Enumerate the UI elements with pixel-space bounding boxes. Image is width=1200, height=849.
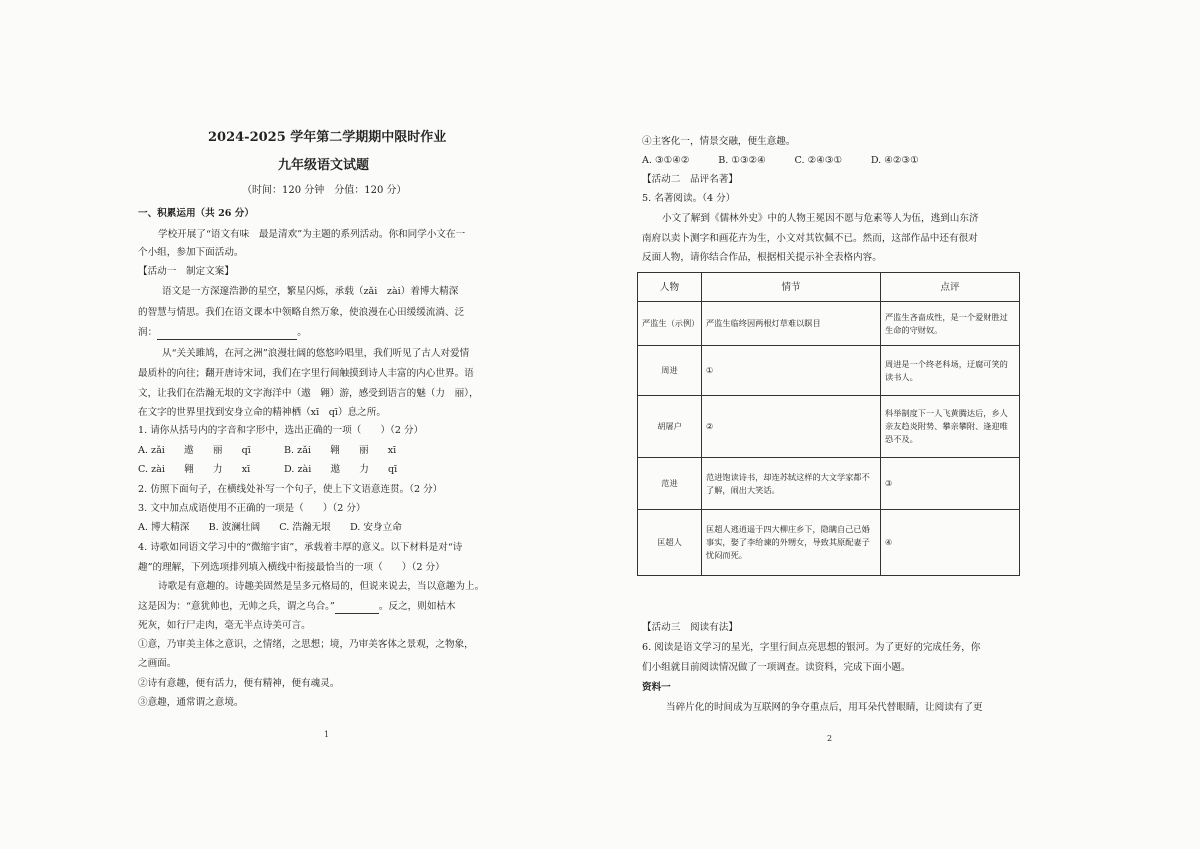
header-character: 人物 bbox=[638, 273, 702, 302]
q4-item-2: ②诗有意趣，便有活力，便有精神，便有魂灵。 bbox=[138, 678, 340, 689]
q5-text-line-3: 反面人物，请你结合作品，根据相关提示补全表格内容。 bbox=[642, 252, 882, 263]
question-4-line-1: 4. 诗歌如同语文学习中的“微缩宇宙”，承载着丰厚的意义。以下材料是对“诗 bbox=[138, 542, 463, 553]
cell-comment: 周进是一个终老科场，迂腐可笑的读书人。 bbox=[881, 346, 1020, 396]
q4-passage-line-2: 这是因为：“意犹帅也，无帅之兵，谓之乌合。” 。反之，则如枯木 bbox=[138, 601, 456, 612]
cell-character: 匡超人 bbox=[638, 510, 702, 576]
cell-comment-blank[interactable]: ④ bbox=[881, 510, 1020, 576]
character-table bbox=[637, 272, 1020, 576]
table-row bbox=[638, 346, 1020, 396]
header-comment: 点评 bbox=[881, 273, 1020, 302]
paragraph-2-line-4: 在文字的世界里找到安身立命的精神栖（xī qī）息之所。 bbox=[138, 407, 386, 418]
cell-plot: 严监生临终因两根灯草难以瞑目 bbox=[702, 302, 881, 346]
q4-item-1-cont: 之画面。 bbox=[138, 658, 177, 669]
exam-subtitle: 九年级语文试题 bbox=[278, 158, 370, 173]
q1-option-c: C. zài 翱 力 xī bbox=[138, 464, 251, 475]
table-row bbox=[638, 510, 1020, 576]
question-2: 2. 仿照下面句子，在横线处补写一个句子，使上下文语意连贯。（2 分） bbox=[138, 484, 443, 495]
paragraph-2-line-2: 最质朴的向往；翻开唐诗宋词，我们在字里行间触摸到诗人丰富的内心世界。语 bbox=[138, 368, 474, 379]
table-row bbox=[638, 458, 1020, 510]
cell-plot-blank[interactable]: ① bbox=[702, 346, 881, 396]
material-text: 当碎片化的时间成为互联网的争夺重点后，用耳朵代替眼睛，让阅读有了更 bbox=[666, 702, 983, 713]
table-row bbox=[638, 302, 1020, 346]
paragraph-1-line-3: 润： 。 bbox=[138, 327, 307, 338]
q3-options: A. 博大精深 B. 波澜壮阔 C. 浩瀚无垠 D. 安身立命 bbox=[138, 522, 402, 533]
q4-item-1: ①意，乃审美主体之意识，之情绪，之思想；境，乃审美客体之景观，之物象， bbox=[138, 639, 474, 650]
activity-1-heading: 【活动一 制定文案】 bbox=[138, 266, 234, 277]
header-plot: 情节 bbox=[702, 273, 881, 302]
paragraph-1-line-1: 语文是一方深邃浩渺的星空，繁星闪烁，承载（zǎi zài）着博大精深 bbox=[162, 286, 459, 297]
table-row bbox=[638, 396, 1020, 458]
q1-option-d: D. zài 遨 力 qī bbox=[284, 464, 398, 475]
cell-plot-blank[interactable]: ② bbox=[702, 396, 881, 458]
q5-text-line-1: 小文了解到《儒林外史》中的人物王冕因不愿与危素等人为伍，逃到山东济 bbox=[662, 213, 979, 224]
answer-blank[interactable] bbox=[157, 330, 297, 340]
cell-character: 严监生（示例） bbox=[638, 302, 702, 346]
question-1: 1. 请你从括号内的字音和字形中，选出正确的一项（ ）（2 分） bbox=[138, 425, 424, 436]
activity-2-heading: 【活动二 品评名著】 bbox=[642, 174, 738, 185]
question-5: 5. 名著阅读。（4 分） bbox=[642, 193, 736, 204]
q4-passage-line-3: 死灰，如行尸走肉，毫无半点诗美可言。 bbox=[138, 620, 311, 631]
question-6-line-2: 们小组就目前阅读情况做了一项调查。读资料，完成下面小题。 bbox=[642, 662, 911, 673]
question-6-line-1: 6. 阅读是语文学习的星光，字里行间点亮思想的银河。为了更好的完成任务，你 bbox=[642, 642, 981, 653]
intro-line-2: 个小组，参加下面活动。 bbox=[138, 247, 244, 258]
cell-comment-blank[interactable]: ③ bbox=[881, 458, 1020, 510]
paragraph-2-line-1: 从“关关雎鸠，在河之洲”浪漫壮阔的悠悠吟唱里，我们听见了古人对爱情 bbox=[162, 348, 470, 359]
q1-option-b: B. zǎi 翱 丽 xī bbox=[284, 445, 397, 456]
time-info: （时间：120 分钟 分值：120 分） bbox=[242, 185, 407, 196]
q4-passage-line-1: 诗歌是有意趣的。诗趣美固然是呈多元格局的，但说来说去，当以意趣为上。 bbox=[158, 581, 485, 592]
cell-plot: 范进饱读诗书，却连苏轼这样的大文学家都不了解，闹出大笑话。 bbox=[702, 458, 881, 510]
cell-character: 周进 bbox=[638, 346, 702, 396]
exam-title: 2024-2025 学年第二学期期中限时作业 bbox=[208, 130, 447, 145]
page-number: 1 bbox=[324, 730, 330, 739]
cell-character: 胡屠户 bbox=[638, 396, 702, 458]
q5-text-line-2: 南府以卖卜测字和画花卉为生，小文对其钦佩不已。然而，这部作品中还有很对 bbox=[642, 233, 978, 244]
cell-comment: 科举制度下一人飞黄腾达后，乡人亲友趋炎附势、攀亲攀附、逢迎唯恐不及。 bbox=[881, 396, 1020, 458]
cell-character: 范进 bbox=[638, 458, 702, 510]
cell-comment: 严监生吝啬成性，是一个爱财胜过生命的守财奴。 bbox=[881, 302, 1020, 346]
q4-item-4: ④主客化一，情景交融，便生意趣。 bbox=[642, 136, 796, 147]
material-heading: 资料一 bbox=[642, 682, 671, 693]
answer-blank[interactable] bbox=[335, 604, 379, 614]
section-heading: 一、积累运用（共 26 分） bbox=[138, 208, 254, 219]
q4-item-3: ③意趣，通常谓之意境。 bbox=[138, 697, 244, 708]
intro-line-1: 学校开展了“语文有味 最是清欢”为主题的系列活动。你和同学小文在一 bbox=[158, 229, 466, 240]
q4-options: A. ③①④② B. ①③②④ C. ②④③① D. ④②③① bbox=[642, 155, 919, 166]
paragraph-1-line-2: 的智慧与情思。我们在语文课本中领略自然万象，使浪漫在心田缓缓流淌、泛 bbox=[138, 307, 465, 318]
cell-plot: 匡超人逃逍遥于四大柳庄乡下，隐瞒自己已婚事实，娶了李给谏的外甥女，导致其原配妻子忧闷而死。 bbox=[702, 510, 881, 576]
q1-option-a: A. zǎi 遨 丽 qī bbox=[138, 445, 251, 456]
page-number: 2 bbox=[827, 734, 833, 743]
table-header-row bbox=[638, 273, 1020, 302]
activity-3-heading: 【活动三 阅读有法】 bbox=[642, 622, 738, 633]
question-4-line-2: 趣”的理解，下列选项排列填入横线中衔接最恰当的一项（ ）（2 分） bbox=[138, 562, 445, 573]
paragraph-2-line-3: 文，让我们在浩瀚无垠的文字海洋中（遨 翱）游，感受到语言的魅（力 丽）， bbox=[138, 388, 479, 399]
question-3: 3. 文中加点成语使用不正确的一项是（ ）（2 分） bbox=[138, 503, 366, 514]
